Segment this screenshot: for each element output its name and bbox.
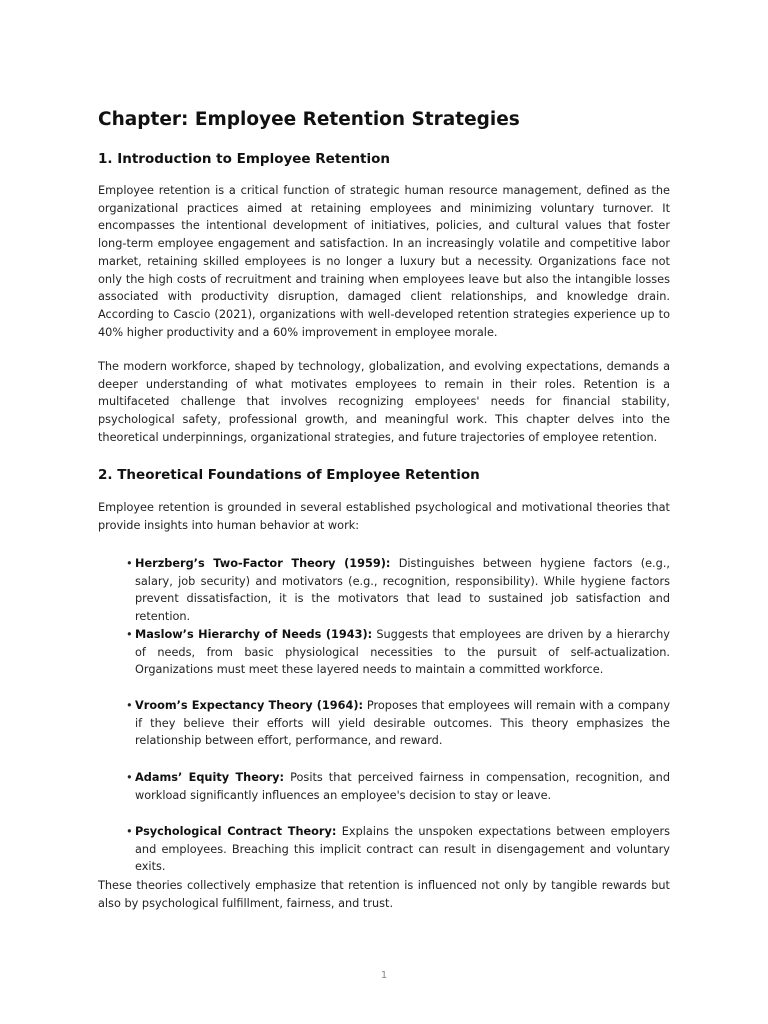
theory-term: Adams’ Equity Theory: [135, 771, 285, 784]
theory-term: Maslow’s Hierarchy of Needs (1943): [135, 628, 373, 641]
theory-list-item [126, 769, 670, 804]
bullet-icon: • [126, 699, 133, 712]
section-2-conclusion: These theories collectively emphasize that retention is influenced not only by tangible rewards but also by psychological fulfillment, fairness, and trust. [98, 879, 670, 910]
theory-description: Proposes that employees will remain with a company if they believe their efforts will yield desirable outcomes. This theory emphasizes the relationship between effort, performance, and reward. [135, 699, 671, 748]
theory-list-item [126, 555, 670, 626]
section-1-paragraph-2: The modern workforce, shaped by technology, globalization, and evolving expectations, demands a deeper understanding of what motivates employees to remain in their roles. Retention is a multifaceted challenge that involves recognizing employees' needs for financial stability, psychological safety, professional growth, and meaningful work. This chapter delves into the theoretical underpinnings, organizational strategies, and future trajectories of employee retention. [98, 360, 670, 444]
theory-description: Posits that perceived fairness in compensation, recognition, and workload significantly influences an employee's decision to stay or leave. [135, 771, 671, 802]
section-2-intro: Employee retention is grounded in several established psychological and motivational theories that provide insights into human behavior at work: [98, 501, 670, 532]
bullet-icon: • [126, 557, 133, 570]
theory-term: Psychological Contract Theory: [135, 825, 337, 838]
theory-description: Distinguishes between hygiene factors (e.g., salary, job security) and motivators (e.g., recognition, responsibility). While hygiene factors prevent dissatisfaction, it is the motivators that lead to sustained job satisfaction and retention. [135, 557, 671, 624]
theory-description: Explains the unspoken expectations between employers and employees. Breaching this implicit contract can result in disengagement and voluntary exits. [135, 825, 671, 874]
theory-term: Vroom’s Expectancy Theory (1964): [135, 699, 364, 712]
theory-term: Herzberg’s Two-Factor Theory (1959): [135, 557, 391, 570]
chapter-title: Chapter: Employee Retention Strategies [98, 109, 520, 130]
page-number: 1 [380, 970, 388, 981]
section-1-heading: 1. Introduction to Employee Retention [98, 151, 391, 167]
bullet-icon: • [126, 771, 133, 784]
section-1-paragraph-1: Employee retention is a critical function of strategic human resource management, defined as the organizational practices aimed at retaining employees and minimizing voluntary turnover. It encompasses the intentional development of initiatives, policies, and cultural values that foster long-term employee engagement and satisfaction. In an increasingly volatile and competitive labor market, retaining skilled employees is no longer a luxury but a necessity. Organizations face not only the high costs of recruitment and training when employees leave but also the intangible losses associated with productivity disruption, damaged client relationships, and knowledge drain. According to Cascio (2021), organizations with well-developed retention strategies experience up to 40% higher productivity and a 60% improvement in employee morale. [98, 184, 670, 339]
bullet-icon: • [126, 825, 133, 838]
theory-description: Suggests that employees are driven by a hierarchy of needs, from basic physiological necessities to the pursuit of self-actualization. Organizations must meet these layered needs to maintain a committed workforce. [135, 628, 670, 677]
bullet-icon: • [126, 628, 133, 641]
theory-list-item [126, 823, 670, 876]
section-2-heading: 2. Theoretical Foundations of Employee Retention [98, 467, 480, 483]
theory-list-item [126, 697, 670, 750]
theory-list-item [126, 626, 670, 679]
